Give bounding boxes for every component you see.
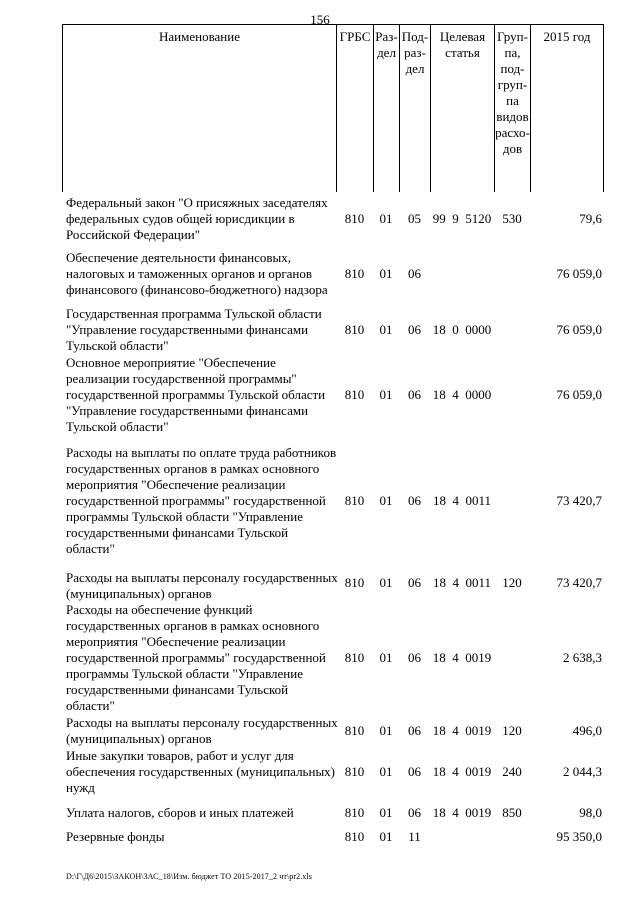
- row-razdel: 01: [379, 387, 393, 402]
- row-name: Обеспечение деятельности финансовых, налоговых и таможенных органов и органов финансового (финансово-бюджетного) надзора: [66, 250, 328, 297]
- header-podrazdel: Под- раз- дел: [401, 29, 429, 76]
- row-podrazdel: 06: [408, 575, 421, 590]
- header-grbs-cell: [336, 24, 373, 192]
- footer-file-path: D:\Г\Д6\2015\ЗАКОН\ЗАС_18\Изм. бюджет ТО 2015-2017_2 чт\pr2.xls: [66, 872, 312, 881]
- row-grbs: 810: [344, 829, 365, 844]
- header-year-cell: [530, 24, 604, 192]
- row-sum: 73 420,7: [556, 575, 602, 590]
- row-grbs: 810: [344, 322, 365, 337]
- row-sum: 95 350,0: [556, 829, 602, 844]
- row-sum: 76 059,0: [556, 266, 602, 281]
- row-podrazdel: 06: [408, 493, 421, 508]
- row-grbs: 810: [344, 805, 365, 820]
- row-podrazdel: 06: [408, 387, 421, 402]
- row-name: Расходы на выплаты персоналу государственных (муниципальных) органов: [66, 715, 338, 746]
- row-grbs: 810: [344, 211, 365, 226]
- row-razdel: 01: [379, 650, 393, 665]
- header-name-cell: [62, 24, 336, 192]
- row-razdel: 01: [379, 764, 393, 779]
- row-podrazdel: 06: [408, 266, 421, 281]
- row-podrazdel: 06: [408, 764, 421, 779]
- row-razdel: 01: [379, 322, 393, 337]
- header-vid: Груп- па, под- груп- па видов расхо- дов: [495, 29, 530, 156]
- row-celevaya: 18 4 0019: [432, 650, 492, 665]
- row-celevaya: 18 4 0011: [432, 575, 492, 590]
- row-name: Резервные фонды: [66, 829, 165, 844]
- row-name: Уплата налогов, сборов и иных платежей: [66, 805, 294, 820]
- row-razdel: 01: [379, 723, 393, 738]
- row-name: Государственная программа Тульской области "Управление государственными финансами Тульской области": [66, 306, 322, 353]
- row-razdel: 01: [379, 829, 393, 844]
- row-razdel: 01: [379, 805, 393, 820]
- row-sum: 2 638,3: [563, 650, 602, 665]
- page-number: 156: [310, 12, 330, 27]
- row-vid: 120: [502, 723, 522, 738]
- header-name: Наименование: [159, 29, 240, 44]
- row-podrazdel: 06: [408, 723, 421, 738]
- row-name: Основное мероприятие "Обеспечение реализации государственной программы" государственной программы Тульской области "Управление государственными финансами Тульской области": [66, 355, 326, 434]
- row-sum: 98,0: [579, 805, 602, 820]
- row-vid: 240: [502, 764, 522, 779]
- header-podrazdel-cell: [399, 24, 430, 192]
- row-podrazdel: 05: [408, 211, 421, 226]
- row-razdel: 01: [379, 493, 393, 508]
- header-vid-cell: [494, 24, 530, 192]
- row-celevaya: 99 9 5120: [432, 211, 492, 226]
- header-razdel-cell: [373, 24, 399, 192]
- row-grbs: 810: [344, 266, 365, 281]
- row-sum: 2 044,3: [563, 764, 602, 779]
- row-podrazdel: 06: [408, 805, 421, 820]
- row-celevaya: 18 4 0000: [432, 387, 492, 402]
- header-year: 2015 год: [543, 29, 591, 44]
- row-grbs: 810: [344, 493, 365, 508]
- header-razdel: Раз- дел: [375, 29, 398, 60]
- row-podrazdel: 06: [408, 650, 421, 665]
- row-sum: 79,6: [579, 211, 602, 226]
- row-grbs: 810: [344, 650, 365, 665]
- row-sum: 76 059,0: [556, 322, 602, 337]
- row-vid: 850: [502, 805, 522, 820]
- row-celevaya: 18 0 0000: [432, 322, 492, 337]
- row-sum: 496,0: [572, 723, 602, 738]
- row-celevaya: 18 4 0019: [432, 764, 492, 779]
- row-podrazdel: 06: [408, 322, 421, 337]
- header-celevaya-cell: [430, 24, 494, 192]
- row-podrazdel: 11: [408, 829, 421, 844]
- row-vid: 530: [502, 211, 522, 226]
- row-name: Федеральный закон "О присяжных заседателях федеральных судов общей юрисдикции в Российской Федерации": [66, 195, 328, 242]
- header-grbs: ГРБС: [339, 29, 371, 44]
- row-grbs: 810: [344, 575, 365, 590]
- row-name: Расходы на выплаты персоналу государственных (муниципальных) органов: [66, 570, 338, 601]
- row-razdel: 01: [379, 211, 393, 226]
- row-name: Иные закупки товаров, работ и услуг для обеспечения государственных (муниципальных) нужд: [66, 748, 336, 795]
- row-vid: 120: [502, 575, 522, 590]
- row-grbs: 810: [344, 387, 365, 402]
- row-grbs: 810: [344, 723, 365, 738]
- row-grbs: 810: [344, 764, 365, 779]
- row-celevaya: 18 4 0019: [432, 723, 492, 738]
- row-celevaya: 18 4 0019: [432, 805, 492, 820]
- row-sum: 73 420,7: [556, 493, 602, 508]
- row-name: Расходы на выплаты по оплате труда работников государственных органов в рамках основного мероприятия "Обеспечение реализации государственной программы" государственной программы Тульской области "Управление государственными финансами Тульской области": [66, 445, 337, 556]
- header-celevaya: Целевая статья: [439, 29, 486, 60]
- row-sum: 76 059,0: [556, 387, 602, 402]
- row-razdel: 01: [379, 266, 393, 281]
- row-celevaya: 18 4 0011: [432, 493, 492, 508]
- row-razdel: 01: [379, 575, 393, 590]
- row-name: Расходы на обеспечение функций государственных органов в рамках основного мероприятия "Обеспечение реализации государственной программы" государственной программы Тульской области "Управление государственными финансами Тульской области": [66, 602, 326, 713]
